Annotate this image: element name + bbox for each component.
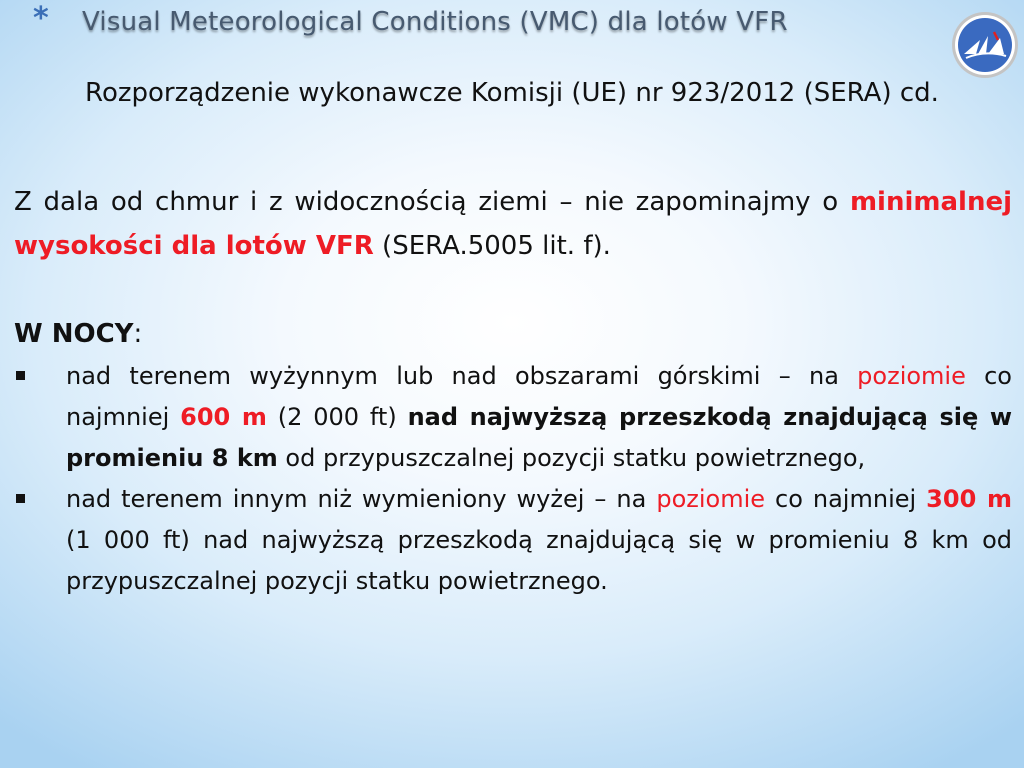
bullet-text: od przypuszczalnej pozycji statku powietrznego,: [277, 444, 866, 472]
intro-reference: (SERA.5005 lit. f).: [373, 231, 611, 261]
title-bar: [0, 2, 1024, 52]
bullet-text: nad terenem wyżynnym lub nad obszarami górskimi – na: [66, 362, 858, 390]
bullet-text: co najmniej: [66, 362, 1012, 431]
night-heading-colon: :: [133, 319, 143, 349]
highlight-altitude: 600 m: [180, 403, 267, 431]
title-bullet: *: [33, 1, 49, 36]
bullet-text: (2 000 ft): [266, 403, 408, 431]
bullet-text: (1 000 ft) nad najwyższą przeszkodą znajdującą się w promieniu 8 km od przypuszczalnej pozycji statku powietrznego.: [66, 526, 1012, 595]
bullet-text: nad terenem innym niż wymieniony wyżej – na: [66, 485, 657, 513]
night-rules-list: [14, 356, 1012, 602]
intro-text: Z dala od chmur i z widocznością ziemi – nie zapominajmy o: [14, 187, 850, 217]
highlight-altitude: 300 m: [926, 485, 1013, 513]
slide-title: Visual Meteorological Conditions (VMC) dla lotów VFR: [82, 7, 788, 37]
intro-emphasis: minimalnej wysokości dla lotów VFR: [14, 187, 1012, 261]
list-item: [14, 356, 1012, 479]
regulation-subtitle: Rozporządzenie wykonawcze Komisji (UE) nr 923/2012 (SERA) cd.: [85, 78, 939, 108]
slide-content: [14, 180, 1012, 602]
bullet-text: co najmniej: [765, 485, 927, 513]
night-heading-label: W NOCY: [14, 319, 134, 349]
highlight-level: poziomie: [857, 362, 966, 390]
highlight-level: poziomie: [656, 485, 766, 513]
night-heading: [14, 312, 1012, 356]
bold-obstacle-clause: nad najwyższą przeszkodą znajdującą się w promieniu 8 km: [66, 403, 1012, 472]
aeroclub-logo-icon: [950, 10, 1020, 80]
list-item: [14, 479, 1012, 602]
square-bullet-icon: [16, 371, 25, 380]
spacer: [14, 268, 1012, 312]
square-bullet-icon: [16, 494, 25, 503]
intro-paragraph: [14, 180, 1012, 268]
